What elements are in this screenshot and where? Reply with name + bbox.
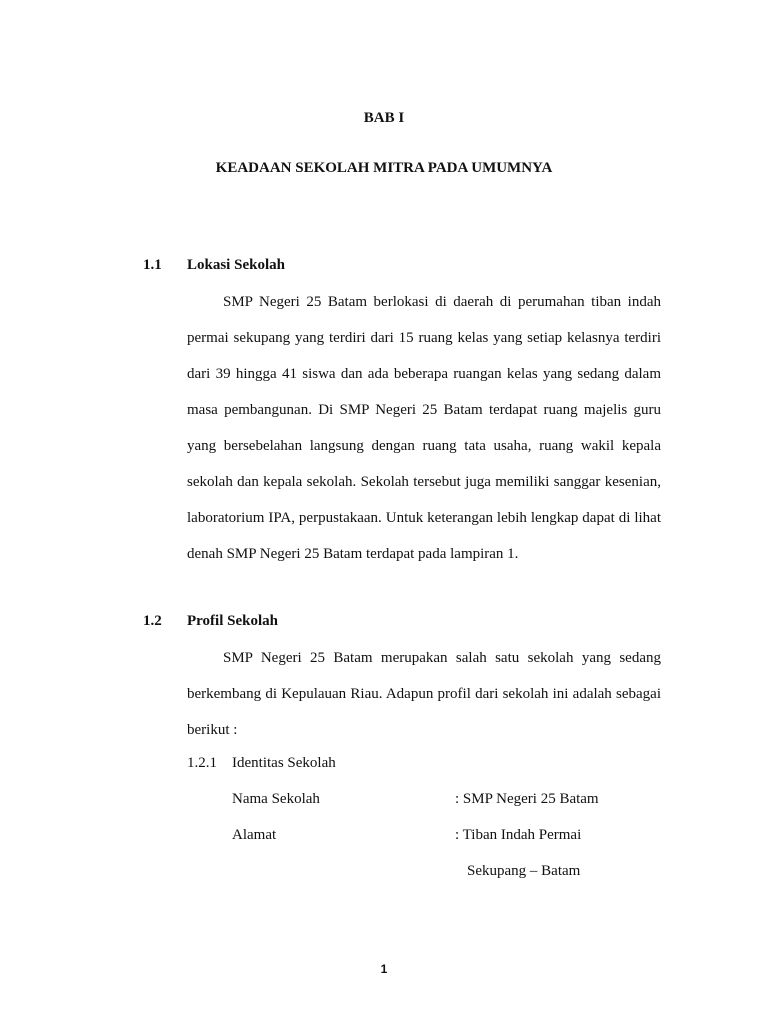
subsection-heading: Identitas Sekolah bbox=[232, 755, 336, 771]
row-value-nama-sekolah: : SMP Negeri 25 Batam bbox=[455, 791, 599, 807]
page-number: 1 bbox=[380, 962, 388, 976]
row-label-alamat: Alamat bbox=[232, 827, 277, 843]
section-heading-lokasi: Lokasi Sekolah bbox=[187, 257, 285, 273]
row-value-alamat: : Tiban Indah Permai bbox=[455, 827, 582, 843]
subsection-number: 1.2.1 bbox=[187, 755, 217, 771]
chapter-label: BAB I bbox=[363, 110, 405, 126]
section-number-1-2: 1.2 bbox=[143, 613, 162, 629]
section-heading-profil: Profil Sekolah bbox=[187, 613, 278, 629]
row-value-alamat-continuation: Sekupang – Batam bbox=[467, 863, 581, 879]
section-number-1-1: 1.1 bbox=[143, 257, 162, 273]
paragraph-profil: SMP Negeri 25 Batam merupakan salah satu sekolah yang sedang berkembang di Kepulauan Riau. Adapun profil dari sekolah ini adalah sebagai berikut : bbox=[187, 650, 661, 738]
paragraph-lokasi: SMP Negeri 25 Batam berlokasi di daerah di perumahan tiban indah permai sekupang yang terdiri dari 15 ruang kelas yang setiap kelasnya terdiri dari 39 hingga 41 siswa dan ada beberapa ruangan kelas yang sedang dalam masa pembangunan. Di SMP Negeri 25 Batam terdapat ruang majelis guru yang bersebelahan langsung dengan ruang tata usaha, ruang wakil kepala sekolah dan kepala sekolah. Sekolah tersebut juga memiliki sanggar kesenian, laboratorium IPA, perpustakaan. Untuk keterangan lebih lengkap dapat di lihat denah SMP Negeri 25 Batam terdapat pada lampiran 1. bbox=[187, 294, 661, 562]
row-label-nama-sekolah: Nama Sekolah bbox=[232, 791, 320, 807]
chapter-title: KEADAAN SEKOLAH MITRA PADA UMUMNYA bbox=[215, 160, 553, 176]
